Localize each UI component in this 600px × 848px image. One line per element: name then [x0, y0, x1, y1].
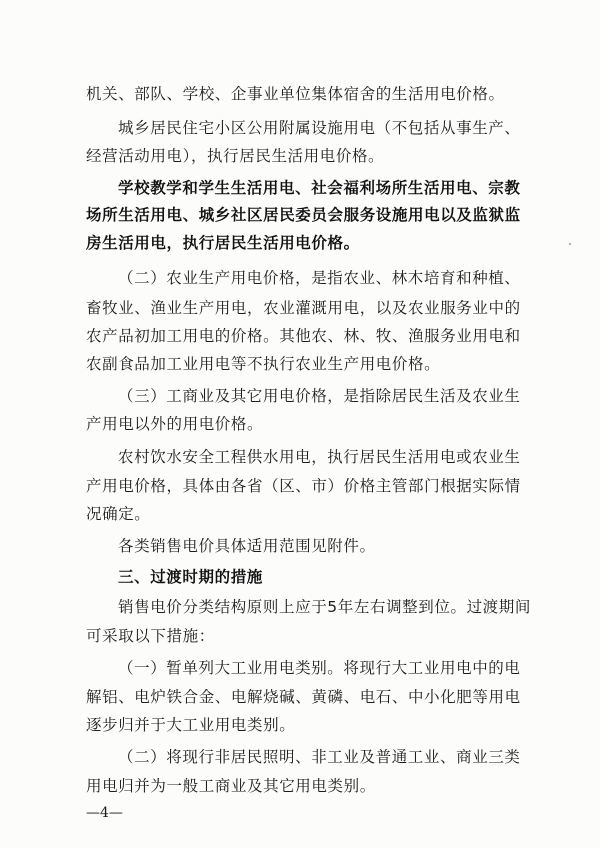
- text-line-4: （二）农业生产用电价格，是指农业、林木培育和种植、: [118, 269, 521, 287]
- text-line-2: 城乡居民住宅小区公用附属设施用电（不包括从事生产、: [118, 119, 521, 137]
- text-line-5: 畜牧业、渔业生产用电，农业灌溉用电，以及农业服务业中的: [86, 299, 521, 317]
- text-line-8: （三）工商业及其它用电价格，是指除居民生活及农业生: [118, 387, 521, 405]
- text-line-11: 产用电价格，具体由各省（区、市）价格主管部门根据实际情: [86, 477, 521, 495]
- scan-speck: [569, 243, 571, 245]
- text-line-20: 用电归并为一般工商业及其它用电类别。: [86, 777, 376, 795]
- text-line-19: （二）将现行非居民照明、非工业及普通工业、商业三类: [118, 748, 521, 766]
- bold-line-3: 房生活用电，执行居民生活用电价格。: [86, 234, 360, 252]
- bold-line-2: 场所生活用电、城乡社区居民委员会服务设施用电以及监狱监: [86, 206, 521, 224]
- text-line-12: 况确定。: [86, 505, 151, 523]
- text-line-16: （一）暂单列大工业用电类别。将现行大工业用电中的电: [118, 659, 521, 677]
- text-line-13: 各类销售电价具体适用范围见附件。: [118, 537, 376, 555]
- text-line-10: 农村饮水安全工程供水用电，执行居民生活用电或农业生: [118, 448, 521, 466]
- text-line-9: 产用电以外的用电价格。: [86, 415, 264, 433]
- section-heading: 三、过渡时期的措施: [118, 568, 263, 586]
- text-line-15: 可采取以下措施：: [86, 627, 215, 645]
- text-line-7: 农副食品加工业用电等不执行农业生产用电价格。: [86, 355, 441, 373]
- text-line-6: 农产品初加工用电的价格。其他农、林、牧、渔服务业用电和: [86, 327, 521, 345]
- text-line-1: 机关、部队、学校、企事业单位集体宿舍的生活用电价格。: [86, 85, 505, 103]
- page-number: —4—: [86, 805, 123, 821]
- text-line-14: 销售电价分类结构原则上应于5年左右调整到位。过渡期间: [118, 598, 531, 616]
- text-line-17: 解铝、电炉铁合金、电解烧碱、黄磷、电石、中小化肥等用电: [86, 688, 521, 706]
- text-line-18: 逐步归并于大工业用电类别。: [86, 716, 296, 734]
- text-line-3: 经营活动用电），执行居民生活用电价格。: [86, 147, 385, 165]
- bold-line-1: 学校教学和学生生活用电、社会福利场所生活用电、宗教: [118, 179, 521, 197]
